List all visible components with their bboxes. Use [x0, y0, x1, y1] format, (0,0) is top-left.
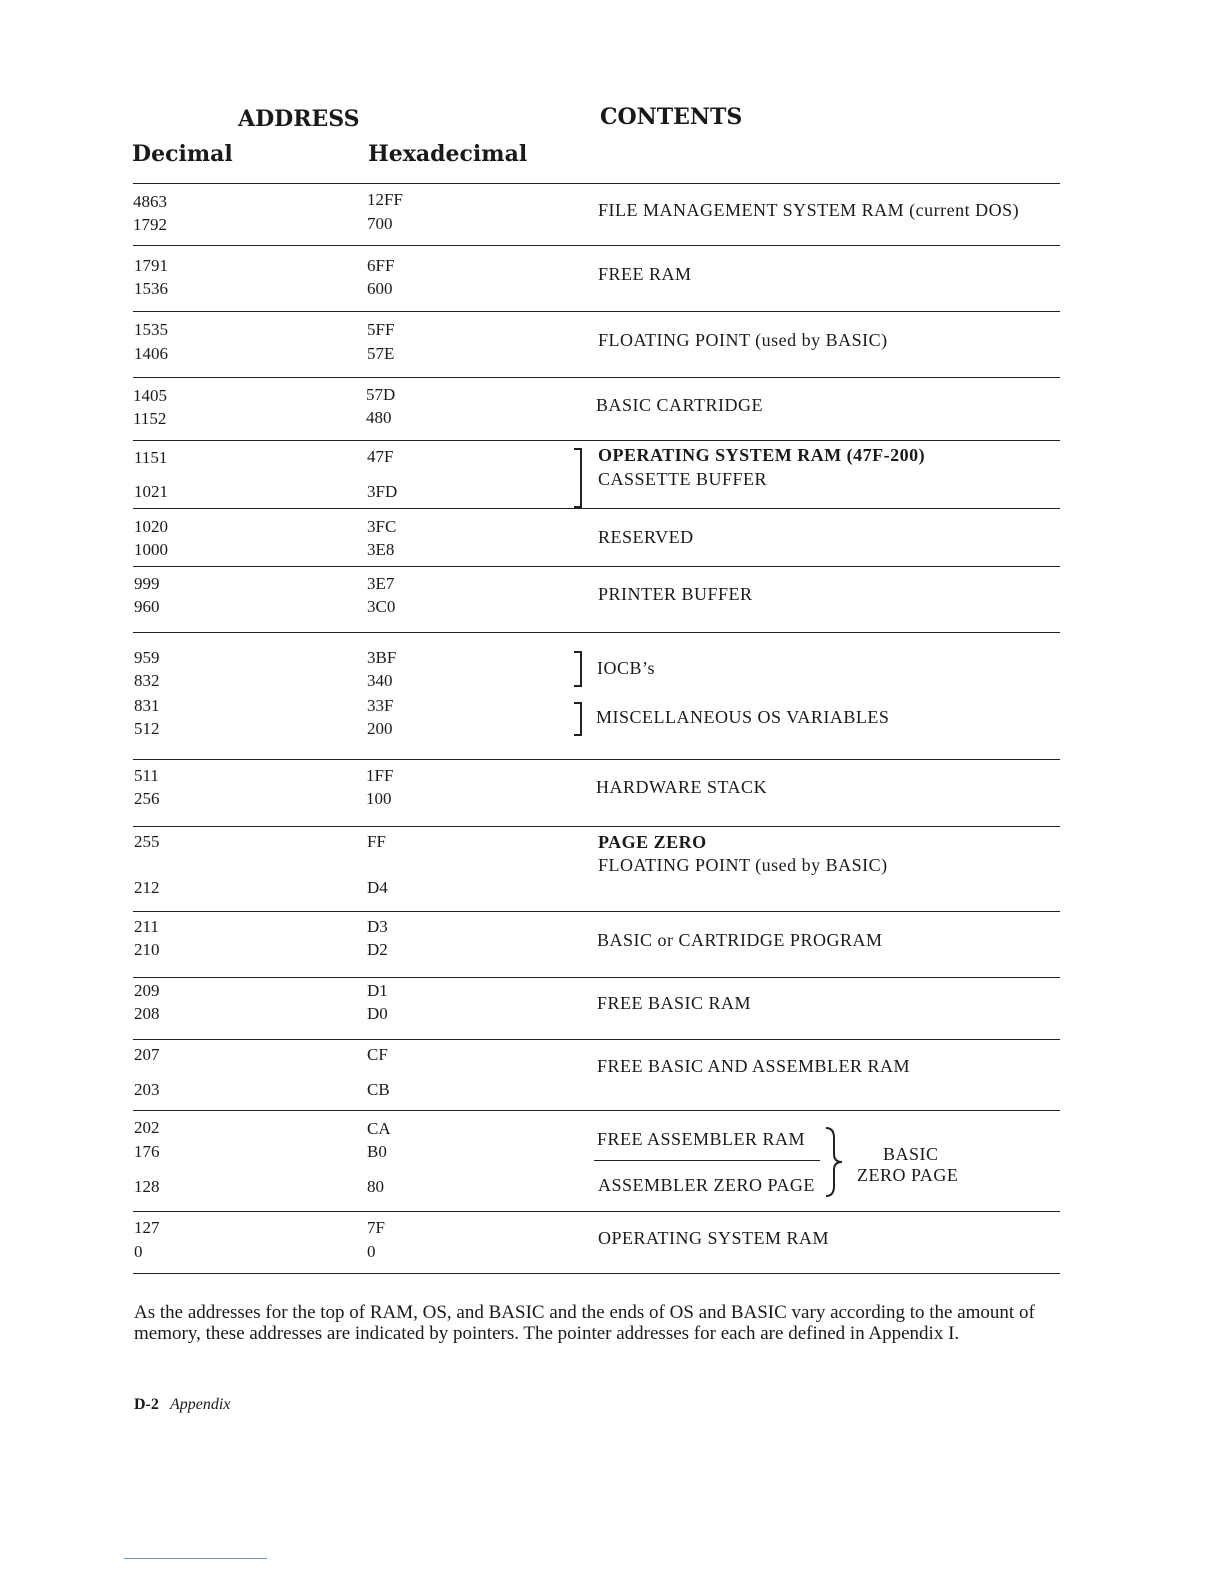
hex-end: 340 [367, 671, 393, 690]
decimal-end: 208 [134, 1004, 160, 1023]
decimal-start: 127 [134, 1218, 160, 1237]
decimal-start: 1405 [133, 386, 167, 405]
hex-start: 3FC [367, 517, 397, 536]
hex-start: 57D [366, 385, 396, 404]
row-divider [133, 311, 1060, 312]
content-label: HARDWARE STACK [596, 777, 768, 797]
row-divider [133, 566, 1060, 567]
decimal-end: 512 [134, 719, 160, 738]
decimal-end: 212 [134, 878, 160, 897]
decimal-end: 128 [134, 1177, 160, 1196]
address-header: ADDRESS [238, 106, 360, 132]
row-divider [133, 826, 1060, 827]
decimal-end: 256 [134, 789, 160, 808]
content-label: FLOATING POINT (used by BASIC) [598, 855, 888, 875]
row-divider [133, 377, 1060, 378]
decimal-end: 0 [134, 1242, 143, 1261]
hex-start: CA [367, 1119, 391, 1138]
content-label: RESERVED [598, 527, 694, 547]
hex-start: 5FF [367, 320, 395, 339]
hex-end: 200 [367, 719, 393, 738]
content-label: BASIC CARTRIDGE [596, 395, 763, 415]
side-label: ZERO PAGE [857, 1165, 959, 1185]
content-label: FLOATING POINT (used by BASIC) [598, 330, 888, 350]
hex-start: 33F [367, 696, 394, 715]
decimal-end: 832 [134, 671, 160, 690]
section-title: PAGE ZERO [598, 832, 707, 852]
hex-end: 700 [367, 214, 393, 233]
bottom-rule [124, 1558, 267, 1559]
hex-end: 3E8 [367, 540, 395, 559]
section-name: Appendix [169, 1396, 231, 1413]
row-divider [133, 1211, 1060, 1212]
row-divider [133, 440, 1060, 441]
content-label: IOCB’s [597, 658, 656, 678]
hex-start: 6FF [367, 256, 395, 275]
content-label: BASIC or CARTRIDGE PROGRAM [597, 930, 883, 950]
hex-start: D1 [367, 981, 388, 1000]
row-divider [133, 759, 1060, 760]
hex-mid: B0 [367, 1142, 387, 1161]
decimal-end: 1406 [134, 344, 168, 363]
hex-end: 600 [367, 279, 393, 298]
decimal-end: 210 [134, 940, 160, 959]
section-title: OPERATING SYSTEM RAM (47F-200) [598, 445, 926, 465]
decimal-mid: 176 [134, 1142, 160, 1161]
hexadecimal-header: Hexadecimal [368, 141, 528, 167]
row-divider [133, 508, 1060, 509]
content-label: FREE ASSEMBLER RAM [597, 1129, 806, 1149]
content-label: FREE BASIC AND ASSEMBLER RAM [597, 1056, 911, 1076]
footnote-paragraph: As the addresses for the top of RAM, OS, and BASIC and the ends of OS and BASIC vary according to the amount of memory, these addresses are indicated by pointers. The pointer addresses for each are defined in Appendix I. [134, 1302, 1035, 1344]
hex-end: 3C0 [367, 597, 396, 616]
right-bracket [574, 651, 582, 687]
hex-end: D2 [367, 940, 388, 959]
hex-end: 0 [367, 1242, 376, 1261]
row-divider [133, 1039, 1060, 1040]
decimal-end: 1792 [133, 215, 167, 234]
decimal-start: 211 [134, 917, 159, 936]
hex-end: 80 [367, 1177, 384, 1196]
decimal-start: 1791 [134, 256, 168, 275]
decimal-header: Decimal [132, 141, 233, 167]
decimal-end: 960 [134, 597, 160, 616]
hex-end: 480 [366, 408, 392, 427]
content-label: FREE BASIC RAM [597, 993, 752, 1013]
decimal-end: 203 [134, 1080, 160, 1099]
sub-divider [594, 1160, 820, 1161]
decimal-end: 1021 [134, 482, 168, 501]
decimal-start: 1020 [134, 517, 168, 536]
hex-start: 47F [367, 447, 394, 466]
right-bracket [574, 702, 582, 736]
contents-header: CONTENTS [600, 104, 743, 130]
hex-start: D3 [367, 917, 388, 936]
row-divider [133, 1110, 1060, 1111]
page-number: D-2 [134, 1396, 159, 1413]
decimal-start: 1151 [134, 448, 168, 467]
content-label: FREE RAM [598, 264, 692, 284]
decimal-start: 999 [134, 574, 160, 593]
row-divider [133, 632, 1060, 633]
decimal-end: 1536 [134, 279, 168, 298]
row-divider [133, 183, 1060, 184]
hex-end: D4 [367, 878, 388, 897]
decimal-end: 1000 [134, 540, 168, 559]
decimal-start: 202 [134, 1118, 160, 1137]
hex-start: 1FF [366, 766, 394, 785]
hex-end: 57E [367, 344, 395, 363]
content-label: FILE MANAGEMENT SYSTEM RAM (current DOS) [598, 200, 1020, 220]
content-label: ASSEMBLER ZERO PAGE [598, 1175, 815, 1195]
side-label: BASIC [883, 1144, 939, 1164]
row-divider [133, 977, 1060, 978]
decimal-start: 511 [134, 766, 159, 785]
row-divider [133, 911, 1060, 912]
decimal-start: 1535 [134, 320, 168, 339]
hex-start: 3BF [367, 648, 397, 667]
curly-brace [822, 1126, 844, 1198]
content-label: MISCELLANEOUS OS VARIABLES [596, 707, 890, 727]
decimal-start: 831 [134, 696, 160, 715]
hex-start: 12FF [367, 190, 403, 209]
decimal-end: 1152 [133, 409, 167, 428]
content-label: OPERATING SYSTEM RAM [598, 1228, 830, 1248]
hex-end: D0 [367, 1004, 388, 1023]
hex-end: 100 [366, 789, 392, 808]
hex-start: CF [367, 1045, 388, 1064]
hex-end: 3FD [367, 482, 398, 501]
right-bracket [574, 448, 582, 508]
decimal-start: 959 [134, 648, 160, 667]
content-label: PRINTER BUFFER [598, 584, 753, 604]
hex-start: 7F [367, 1218, 385, 1237]
decimal-start: 209 [134, 981, 160, 1000]
row-divider [133, 1273, 1060, 1274]
page-footer [134, 1394, 230, 1414]
decimal-start: 255 [134, 832, 160, 851]
hex-start: FF [367, 832, 386, 851]
hex-end: CB [367, 1080, 390, 1099]
decimal-start: 4863 [133, 192, 167, 211]
content-label: CASSETTE BUFFER [598, 469, 768, 489]
decimal-start: 207 [134, 1045, 160, 1064]
hex-start: 3E7 [367, 574, 395, 593]
row-divider [133, 245, 1060, 246]
